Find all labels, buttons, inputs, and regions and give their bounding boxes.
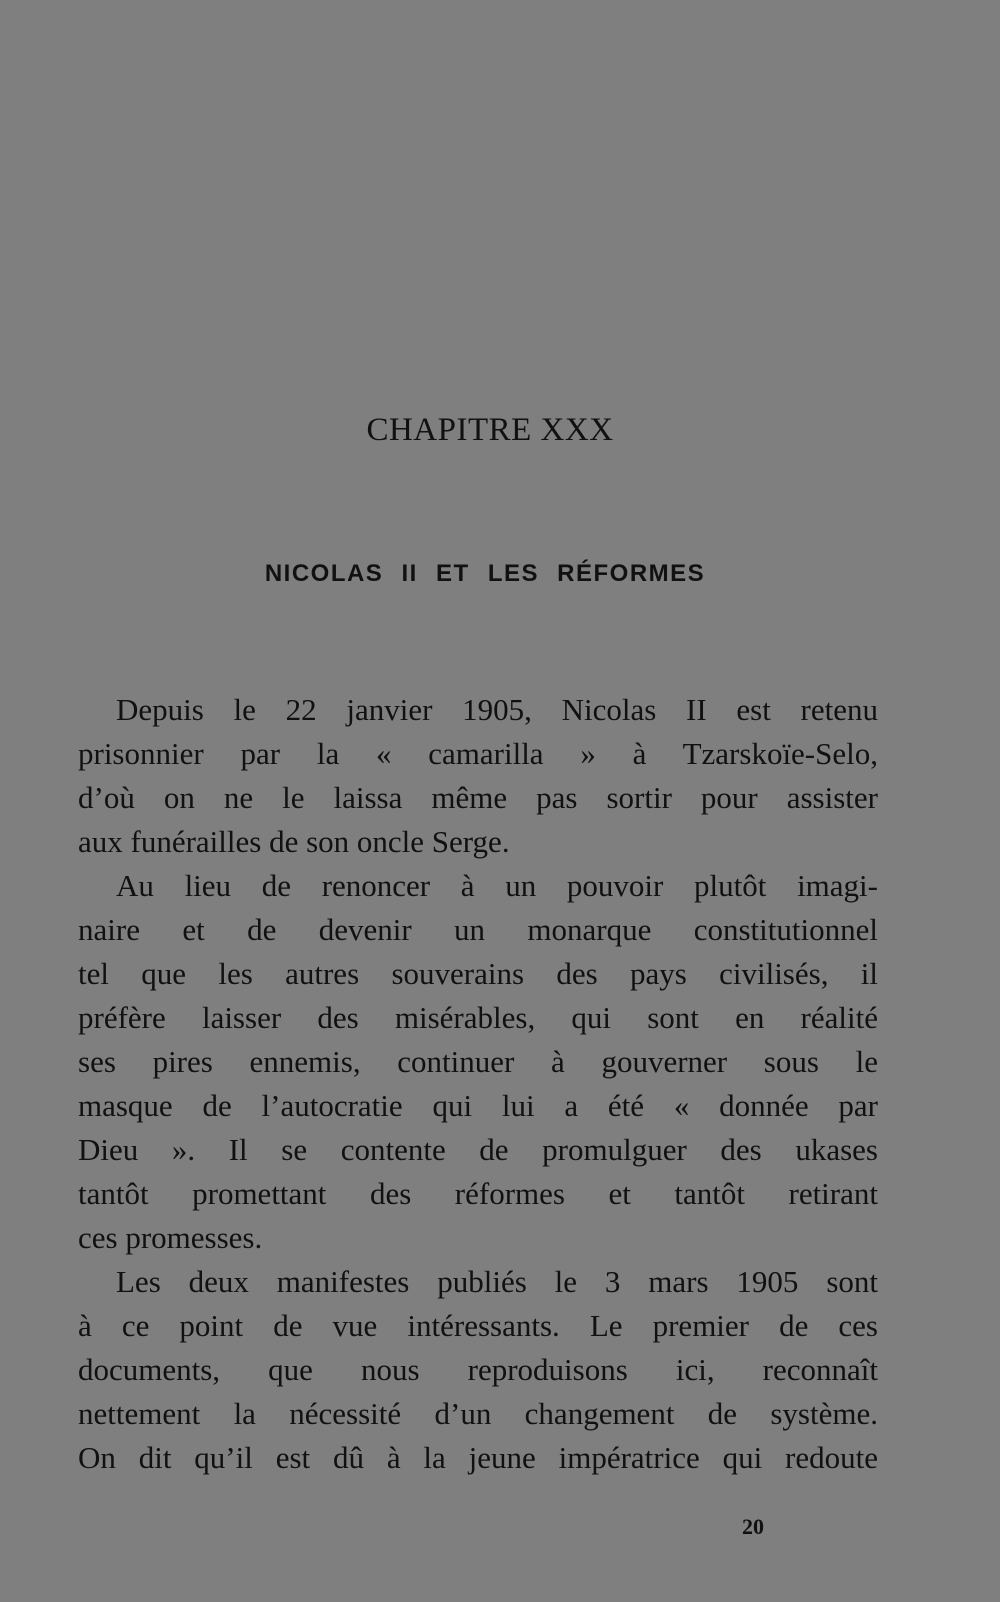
text-line: Dieu ». Il se contente de promulguer des ukases xyxy=(78,1132,878,1167)
chapter-heading: CHAPITRE XXX xyxy=(366,412,614,448)
text-line: Les deux manifestes publiés le 3 mars 1905 sont xyxy=(116,1264,878,1299)
text-line: ces promesses. xyxy=(78,1220,263,1255)
text-line: Depuis le 22 janvier 1905, Nicolas II est retenu xyxy=(116,692,878,727)
text-line: préfère laisser des misérables, qui sont en réalité xyxy=(78,1000,878,1035)
page-number: 20 xyxy=(742,1514,764,1539)
chapter-title: NICOLAS II ET LES RÉFORMES xyxy=(264,560,706,587)
text-line: Au lieu de renoncer à un pouvoir plutôt imagi- xyxy=(116,868,878,903)
text-line: à ce point de vue intéressants. Le premier de ces xyxy=(78,1308,878,1343)
text-line: tel que les autres souverains des pays civilisés, il xyxy=(78,956,878,991)
text-line: documents, que nous reproduisons ici, reconnaît xyxy=(78,1352,878,1387)
text-line: d’où on ne le laissa même pas sortir pour assister xyxy=(78,780,878,815)
text-line: tantôt promettant des réformes et tantôt retirant xyxy=(78,1176,878,1211)
text-line: On dit qu’il est dû à la jeune impératrice qui redoute xyxy=(78,1440,878,1475)
text-line: masque de l’autocratie qui lui a été « donnée par xyxy=(78,1088,878,1123)
text-line: ses pires ennemis, continuer à gouverner sous le xyxy=(78,1044,878,1079)
text-line: nettement la nécessité d’un changement de système. xyxy=(78,1396,878,1431)
text-line: naire et de devenir un monarque constitutionnel xyxy=(78,912,878,947)
text-line: aux funérailles de son oncle Serge. xyxy=(78,824,510,859)
text-line: prisonnier par la « camarilla » à Tzarskoïe-Selo, xyxy=(78,736,878,771)
